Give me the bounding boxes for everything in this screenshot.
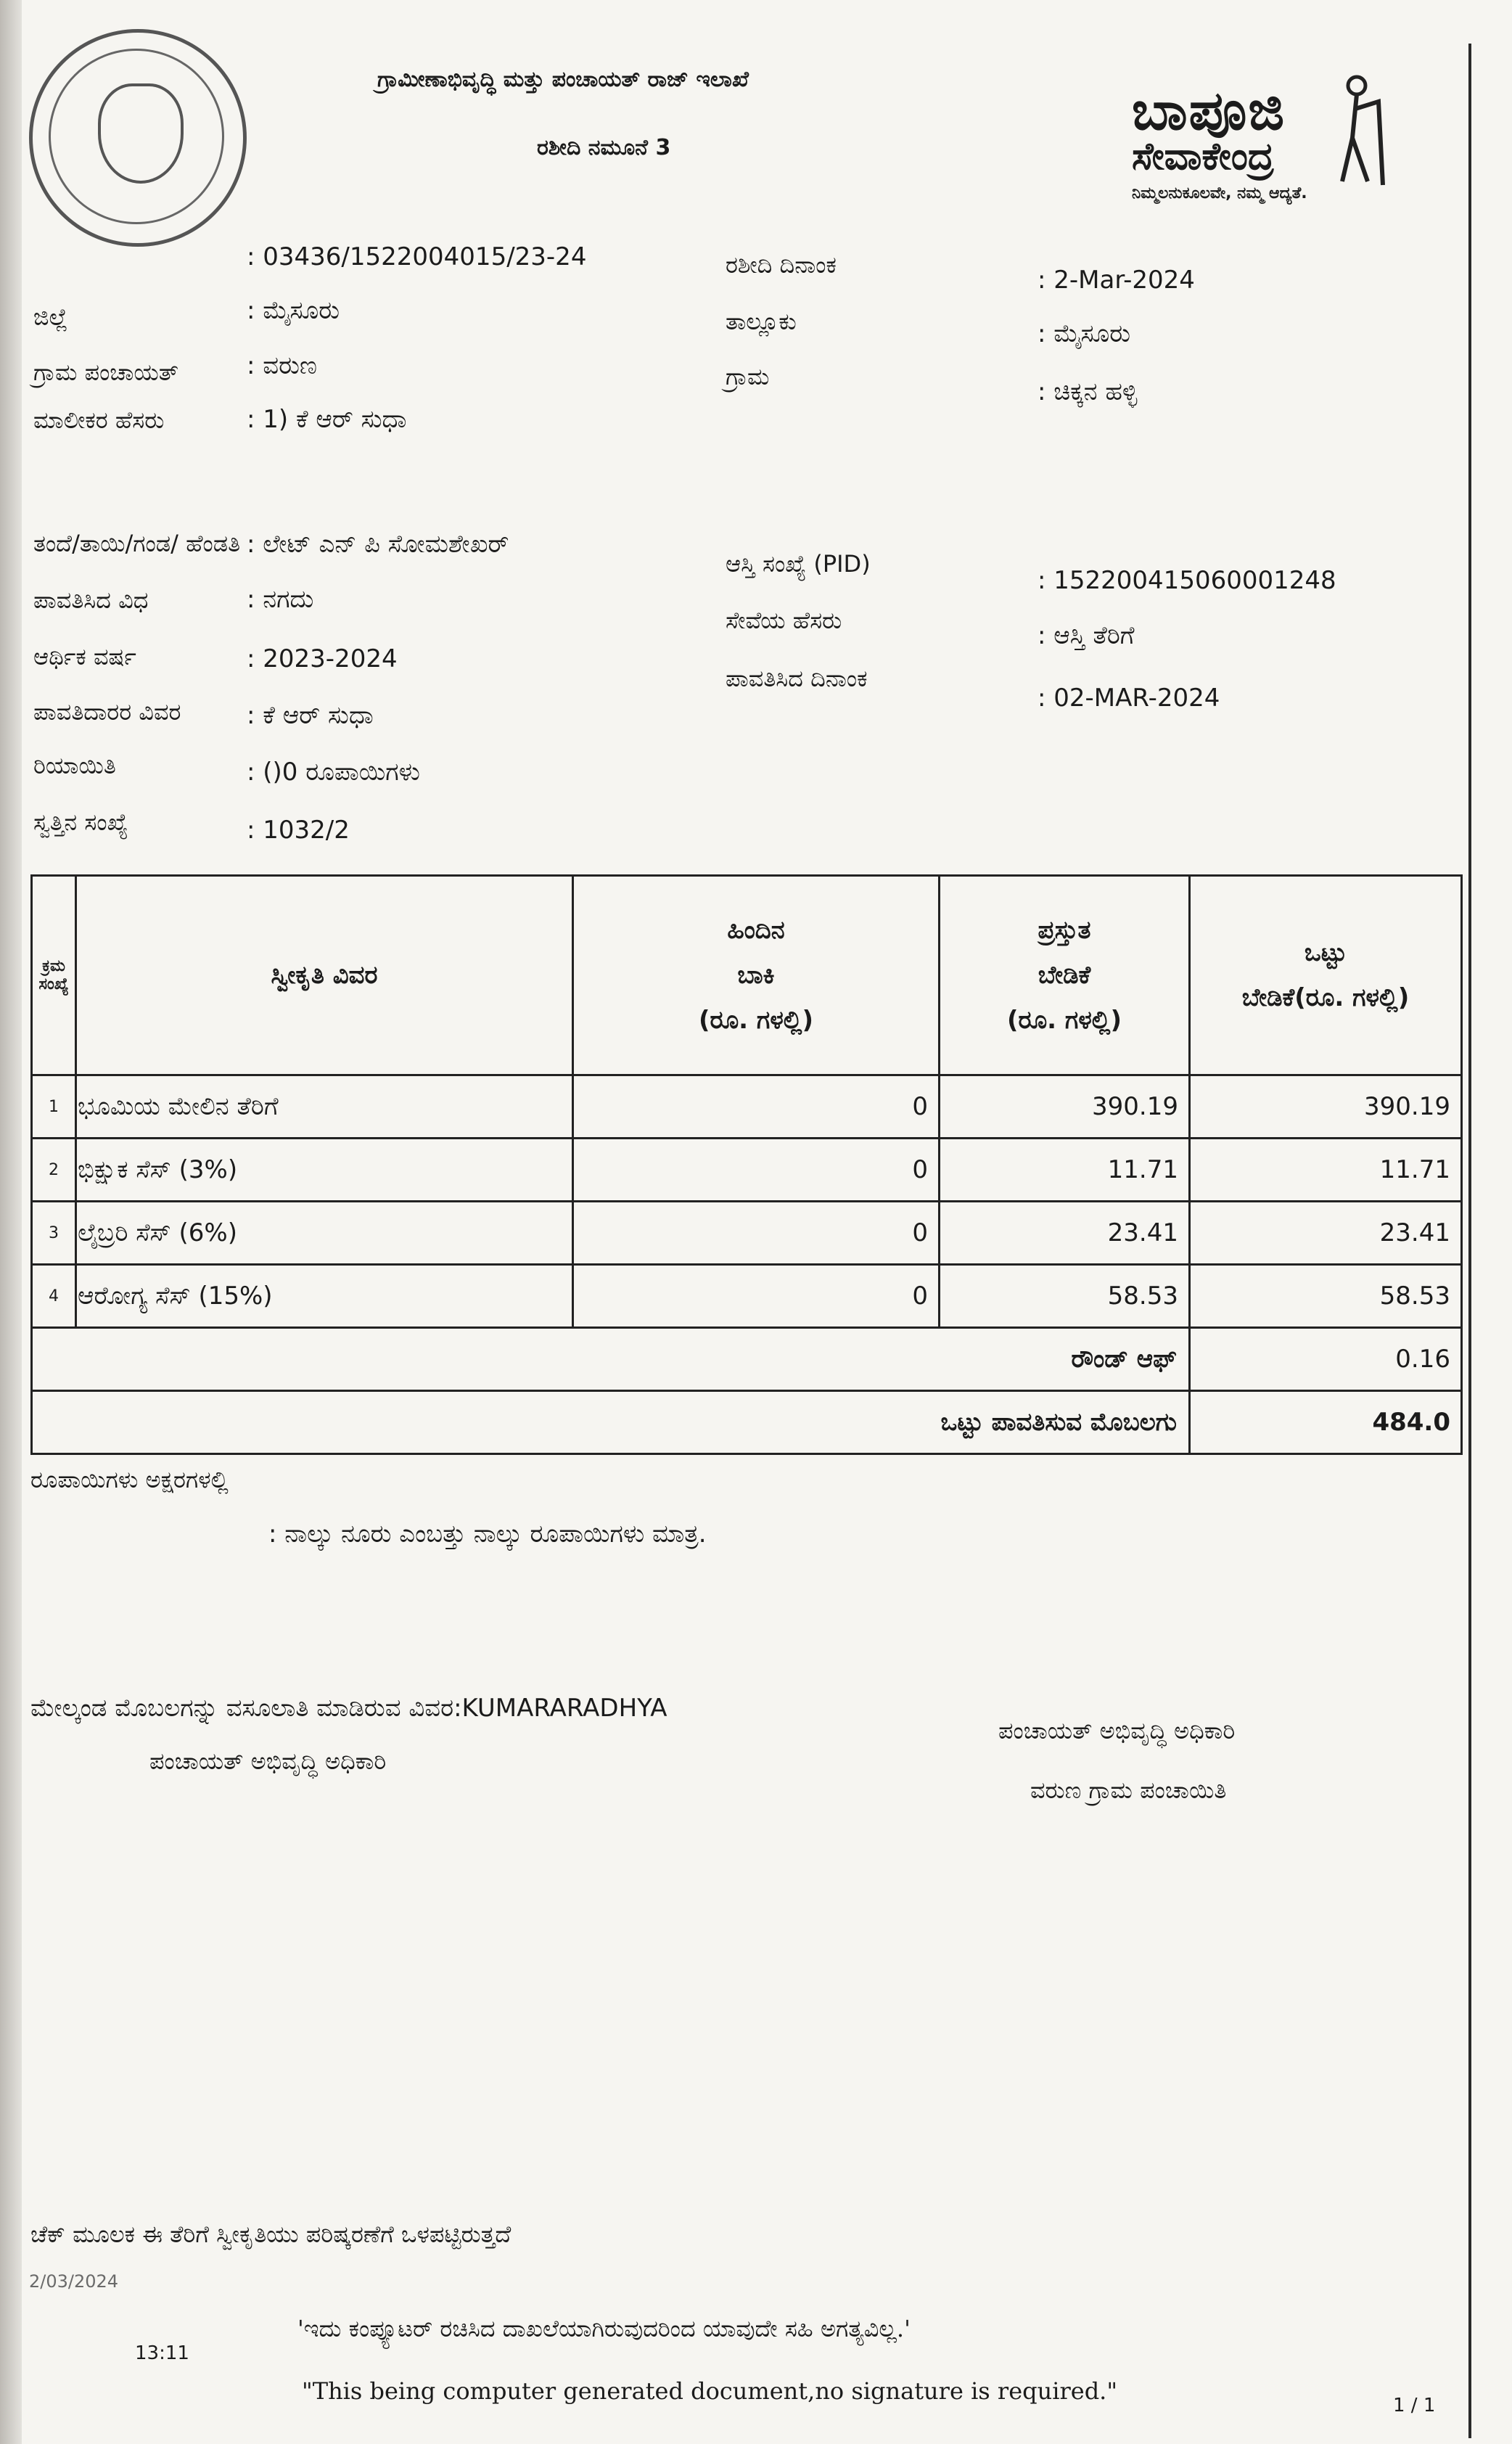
- field-label-village: ಗ್ರಾಮ: [726, 363, 770, 390]
- field-label-property-number: ಸ್ವತ್ತಿನ ಸಂಖ್ಯೆ: [33, 808, 128, 836]
- total-row: [32, 1391, 1462, 1454]
- table-row: [32, 1202, 1462, 1265]
- payment-mode-value: : ನಗದು: [247, 585, 314, 614]
- footer-english-disclaimer: "This being computer generated document,no signature is required.": [302, 2377, 1118, 2405]
- field-label-discount: ರಿಯಾಯಿತಿ: [33, 752, 116, 779]
- receipt-number-value: : 03436/1522004015/23-24: [247, 242, 587, 271]
- payer-details-value: : ಕೆ ಆರ್ ಸುಧಾ: [247, 701, 374, 730]
- gandhi-walking-icon: [1328, 73, 1386, 189]
- row-previous: 0: [573, 1202, 940, 1265]
- field-label-paid-date: ಪಾವತಿಸಿದ ದಿನಾಂಕ: [726, 665, 868, 692]
- header-current-demand: ಪ್ರಸ್ತುತ ಬೇಡಿಕೆ (ರೂ. ಗಳಲ್ಲಿ): [940, 876, 1190, 1075]
- amount-words-value: : ನಾಲ್ಕು ನೂರು ಎಂಬತ್ತು ನಾಲ್ಕು ರೂಪಾಯಿಗಳು ಮಾತ್ರ.: [268, 1520, 707, 1549]
- government-seal: [29, 29, 247, 247]
- collector-designation: ಪಂಚಾಯತ್ ಅಭಿವೃದ್ಧಿ ಅಧಿಕಾರಿ: [149, 1747, 387, 1775]
- row-total: 11.71: [1190, 1139, 1462, 1202]
- page-number: 1 / 1: [1393, 2395, 1436, 2416]
- row-description: ಲೈಬ್ರರಿ ಸೆಸ್ (6%): [76, 1202, 573, 1265]
- table-row: [32, 1075, 1462, 1139]
- row-description: ಭೂಮಿಯ ಮೇಲಿನ ತೆರಿಗೆ: [76, 1075, 573, 1139]
- row-serial: 1: [32, 1075, 76, 1139]
- discount-value: : ()0 ರೂಪಾಯಿಗಳು: [247, 758, 420, 787]
- header-previous-balance: ಹಿಂದಿನ ಬಾಕಿ (ರೂ. ಗಳಲ್ಲಿ): [573, 876, 940, 1075]
- receipt-date-value: : 2-Mar-2024: [1038, 266, 1195, 295]
- field-label-receipt-date: ರಶೀದಿ ದಿನಾಂಕ: [726, 251, 837, 279]
- village-value: : ಚಿಕ್ಕನ ಹಳ್ಳಿ: [1038, 377, 1138, 406]
- seal-emblem-icon: [98, 83, 184, 184]
- department-title: ಗ್ರಾಮೀಣಾಭಿವೃದ್ಧಿ ಮತ್ತು ಪಂಚಾಯತ್ ರಾಜ್ ಇಲಾಖೆ: [377, 67, 749, 92]
- property-number-value: : 1032/2: [247, 816, 350, 845]
- field-label-financial-year: ಆರ್ಥಿಕ ವರ್ಷ: [33, 643, 136, 671]
- signatory-office: ವರುಣ ಗ್ರಾಮ ಪಂಚಾಯಿತಿ: [1030, 1776, 1227, 1804]
- row-current: 58.53: [940, 1265, 1190, 1328]
- service-name-value: : ಆಸ್ತಿ ತೆರಿಗೆ: [1038, 621, 1135, 650]
- row-description: ಭಿಕ್ಷುಕ ಸೆಸ್ (3%): [76, 1139, 573, 1202]
- round-off-value: 0.16: [1190, 1328, 1462, 1391]
- relation-value: : ಲೇಟ್ ಎನ್ ಪಿ ಸೋಮಶೇಖರ್: [247, 530, 509, 559]
- row-total: 23.41: [1190, 1202, 1462, 1265]
- cheque-note: ಚೆಕ್ ಮೂಲಕ ಈ ತೆರಿಗೆ ಸ್ವೀಕೃತಿಯು ಪರಿಷ್ಕರಣೆಗೆ ಒಳಪಟ್ಟಿರುತ್ತದೆ: [30, 2220, 511, 2248]
- round-off-row: [32, 1328, 1462, 1391]
- logo-subtitle: ಸೇವಾಕೇಂದ್ರ: [1132, 135, 1274, 179]
- field-label-relation: ತಂದೆ/ತಾಯಿ/ಗಂಡ/ ಹೆಂಡತಿ: [33, 530, 241, 557]
- table-row: [32, 1139, 1462, 1202]
- row-total: 58.53: [1190, 1265, 1462, 1328]
- row-description: ಆರೋಗ್ಯ ಸೆಸ್ (15%): [76, 1265, 573, 1328]
- print-time: 13:11: [135, 2342, 189, 2364]
- tax-breakdown-table: [30, 874, 1463, 1455]
- field-label-service-name: ಸೇವೆಯ ಹೆಸರು: [726, 607, 842, 634]
- field-label-pid: ಆಸ್ತಿ ಸಂಖ್ಯೆ (PID): [726, 550, 871, 578]
- footer-kannada-disclaimer: 'ಇದು ಕಂಪ್ಯೂಟರ್ ರಚಿಸಿದ ದಾಖಲೆಯಾಗಿರುವುದರಿಂದ ಯಾವುದೇ ಸಹಿ ಅಗತ್ಯವಿಲ್ಲ.': [297, 2315, 911, 2342]
- collector-line: ಮೇಲ್ಕಂಡ ಮೊಬಲಗನ್ನು ವಸೂಲಾತಿ ಮಾಡಿರುವ ವಿವರ:KUMARARADHYA: [30, 1694, 667, 1723]
- logo-name: ಬಾಪೂಜಿ: [1132, 80, 1286, 142]
- total-value: 484.0: [1190, 1391, 1462, 1454]
- row-previous: 0: [573, 1139, 940, 1202]
- print-date: 2/03/2024: [29, 2271, 119, 2292]
- row-previous: 0: [573, 1265, 940, 1328]
- row-serial: 3: [32, 1202, 76, 1265]
- financial-year-value: : 2023-2024: [247, 644, 398, 673]
- amount-words-label: ರೂಪಾಯಿಗಳು ಅಕ್ಷರಗಳಲ್ಲಿ: [30, 1466, 229, 1493]
- gram-panchayat-value: : ವರುಣ: [247, 351, 317, 380]
- header-total-demand: ಒಟ್ಟು ಬೇಡಿಕೆ(ರೂ. ಗಳಲ್ಲಿ): [1190, 876, 1462, 1075]
- header-serial-number: ಕ್ರಮ ಸಂಖ್ಯೆ: [32, 876, 76, 1075]
- header-description: ಸ್ವೀಕೃತಿ ವಿವರ: [76, 876, 573, 1075]
- round-off-label: ರೌಂಡ್ ಆಫ್: [573, 1328, 1190, 1391]
- row-current: 11.71: [940, 1139, 1190, 1202]
- owner-name-value: : 1) ಕೆ ಆರ್ ಸುಧಾ: [247, 405, 407, 434]
- row-serial: 2: [32, 1139, 76, 1202]
- row-previous: 0: [573, 1075, 940, 1139]
- table-header-row: [32, 876, 1462, 1075]
- field-label-district: ಜಿಲ್ಲೆ: [33, 303, 68, 331]
- row-current: 23.41: [940, 1202, 1190, 1265]
- page-edge-line: [1468, 44, 1471, 2438]
- table-row: [32, 1265, 1462, 1328]
- signatory-designation: ಪಂಚಾಯತ್ ಅಭಿವೃದ್ಧಿ ಅಧಿಕಾರಿ: [998, 1717, 1236, 1744]
- field-label-payer-details: ಪಾವತಿದಾರರ ವಿವರ: [33, 698, 181, 726]
- logo-tagline: ನಿಮ್ಮಲನುಕೂಲವೇ, ನಮ್ಮ ಆದ್ಯತೆ.: [1132, 184, 1307, 202]
- field-label-payment-mode: ಪಾವತಿಸಿದ ವಿಧ: [33, 586, 149, 614]
- pid-value: : 152200415060001248: [1038, 566, 1336, 595]
- district-value: : ಮೈಸೂರು: [247, 296, 340, 325]
- row-total: 390.19: [1190, 1075, 1462, 1139]
- field-label-taluk: ತಾಲ್ಲೂಕು: [726, 308, 797, 335]
- field-label-owner-name: ಮಾಲೀಕರ ಹೆಸರು: [33, 406, 165, 434]
- form-title: ರಶೀದಿ ನಮೂನೆ 3: [537, 135, 671, 160]
- paid-date-value: : 02-MAR-2024: [1038, 684, 1220, 713]
- field-label-gram-panchayat: ಗ್ರಾಮ ಪಂಚಾಯತ್: [33, 358, 179, 386]
- row-current: 390.19: [940, 1075, 1190, 1139]
- taluk-value: : ಮೈಸೂರು: [1038, 319, 1131, 348]
- row-serial: 4: [32, 1265, 76, 1328]
- total-label: ಒಟ್ಟು ಪಾವತಿಸುವ ಮೊಬಲಗು: [573, 1391, 1190, 1454]
